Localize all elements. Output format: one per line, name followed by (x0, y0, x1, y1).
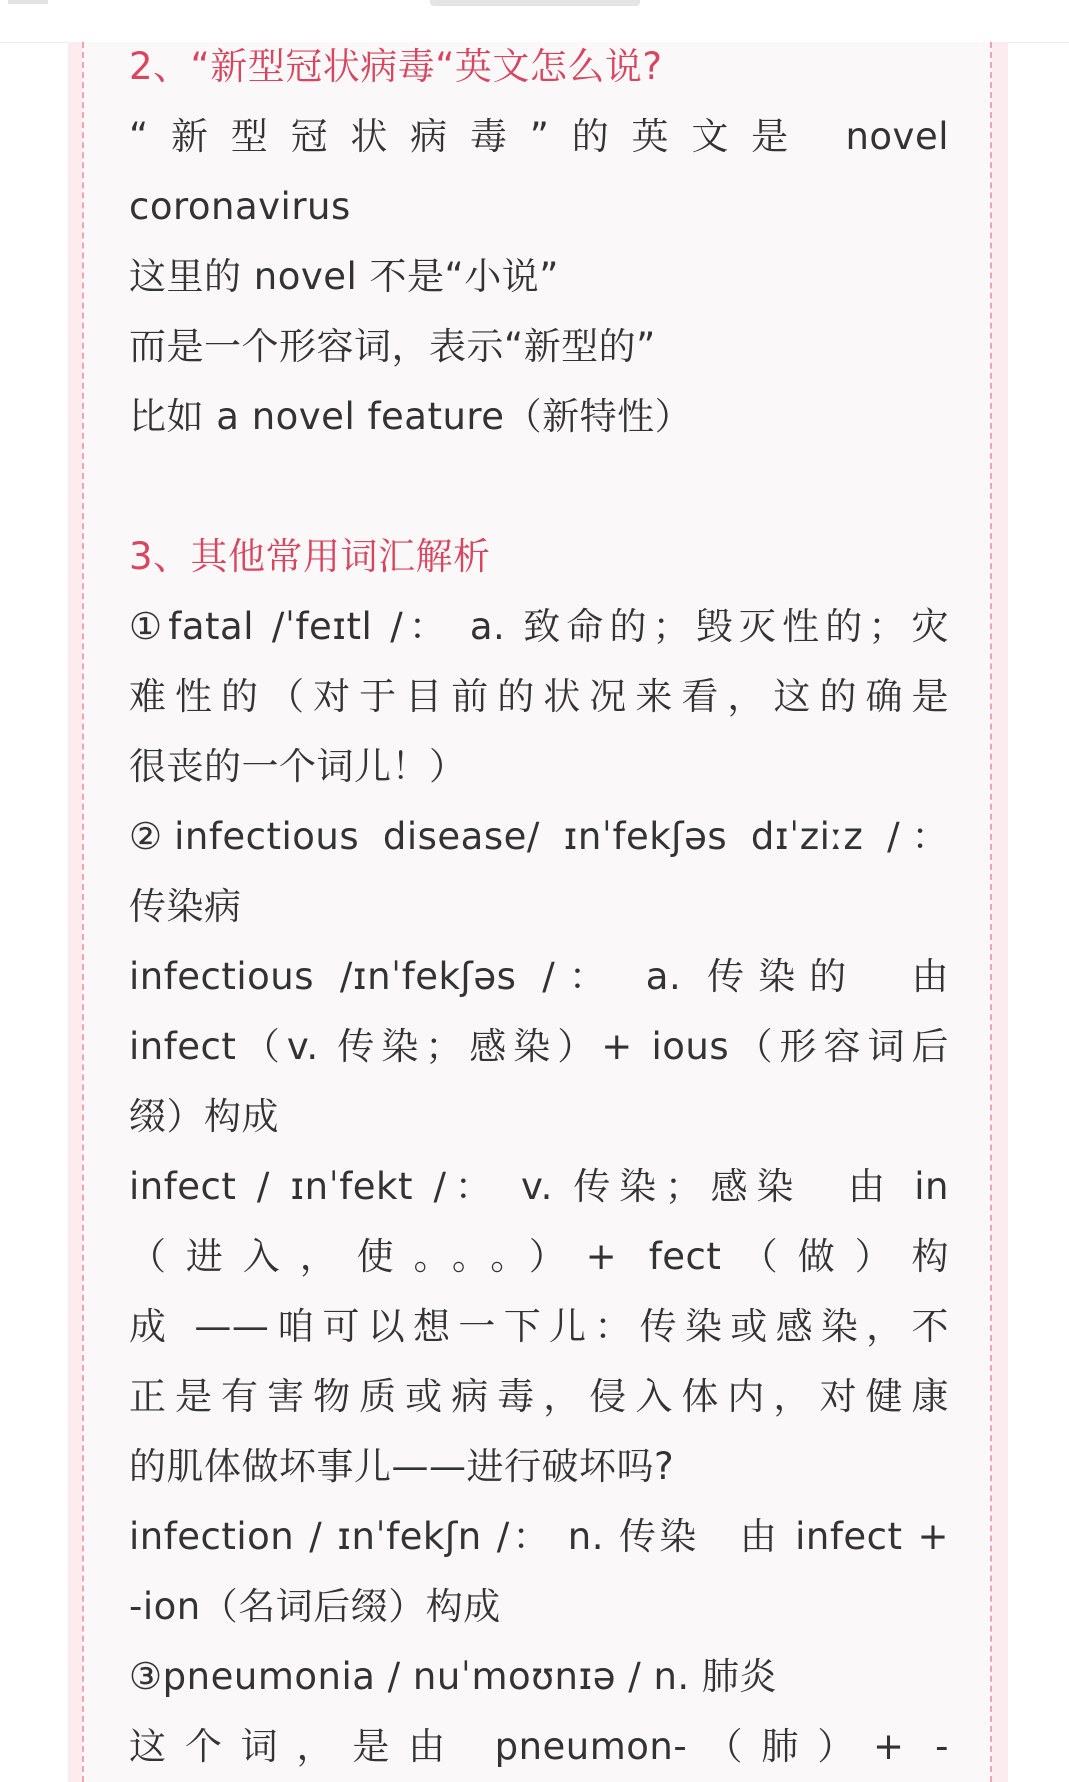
infectious-line: infect（v. 传染；感染）+ ious（形容词后 (129, 1025, 949, 1068)
section-3-heading: 3、其他常用词汇解析 (129, 535, 491, 578)
pneumonia-line: ③pneumonia / nuˈmoʊnɪə / n. 肺炎 (129, 1655, 777, 1698)
section-2-line: 而是一个形容词，表示“新型的” (129, 325, 656, 368)
section-2-line: 比如 a novel feature（新特性） (129, 395, 693, 438)
infectious-line: 缀）构成 (129, 1095, 279, 1138)
fatal-definition-line: 难性的（对于目前的状况来看，这的确是 (129, 675, 949, 718)
infection-line: infection / ɪnˈfekʃn /： n. 传染 由 infect + (129, 1515, 949, 1558)
fatal-definition-line: 很丧的一个词儿！） (129, 745, 467, 788)
infect-line: infect / ɪnˈfekt /： v. 传染；感染 由 in (129, 1165, 949, 1208)
section-2-line: 这里的 novel 不是“小说” (129, 255, 559, 298)
section-2-line: coronavirus (129, 185, 351, 228)
infection-line: -ion（名词后缀）构成 (129, 1585, 501, 1628)
fatal-definition-line: ①fatal /ˈfeɪtl /： a. 致命的；毁灭性的；灾 (129, 605, 949, 648)
section-2-line: “新型冠状病毒”的英文是 novel (129, 115, 949, 158)
infect-line: （进入，使。。。）+ fect（做）构 (129, 1235, 949, 1278)
infect-line: 的肌体做坏事儿——进行破坏吗? (129, 1445, 675, 1488)
top-bar-edge (8, 0, 48, 4)
infectious-line: infectious /ɪnˈfekʃəs /： a. 传染的 由 (129, 955, 949, 998)
infect-line: 成 ——咱可以想一下儿：传染或感染，不 (129, 1305, 949, 1348)
infectious-disease-line: 传染病 (129, 885, 242, 928)
article-content (129, 32, 949, 1782)
infectious-disease-line: ②infectious disease/ ɪnˈfekʃəs dɪˈziːz /： (129, 815, 949, 858)
infect-line: 正是有害物质或病毒，侵入体内，对健康 (129, 1375, 949, 1418)
pneumonia-line: 这个词，是由 pneumon-（肺）+ - (129, 1725, 949, 1768)
top-bar-title-placeholder (430, 0, 640, 6)
section-2-heading: 2、“新型冠状病毒“英文怎么说? (129, 45, 663, 88)
paragraph-gap (129, 452, 949, 522)
